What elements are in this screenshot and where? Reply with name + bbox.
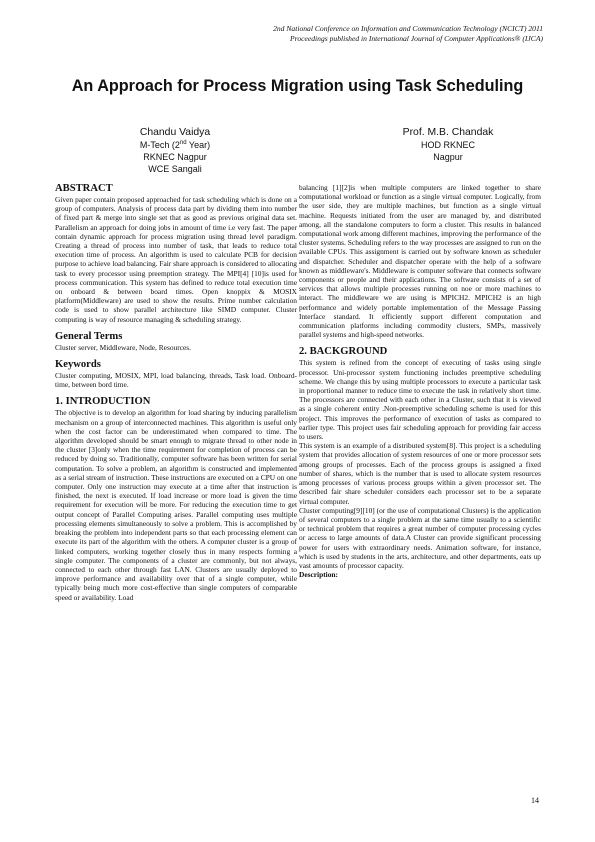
background-paragraph-2: This system is an example of a distributed system[8]. This project is a scheduling system that provides allocation of system resources of one or more processor sets among groups of processes. Each of the process groups is assigned a fixed number of shares, which is the number that is used to allocate system resources among processes of various process groups within a given processor set. The described fair share scheduler considers each processor set to be a separate virtual computer. [299,441,541,506]
running-header-line-2: Proceedings published in International Journal of Computer Applications® (IJCA) [290,34,543,43]
right-column [299,183,541,579]
paper-title: An Approach for Process Migration using Task Scheduling [71,77,524,95]
abstract-heading: ABSTRACT [55,183,113,194]
degree-text: M-Tech (2 [139,140,180,150]
background-paragraph-1: This system is refined from the concept of executing of tasks using single processor. Uni-processor system functioning includes preemptive scheduling scheme. We change this by using multiple processors to execute a particular task in proportional manner to reduce time to execute the task in relatively short time. The processors are connected with each other in a Cluster, such that it is viewed as a single coherent entity .Non-preemptive scheduling scheme is used for this project. This improves the performance of execution of tasks as compared to earlier type. This project uses fair scheduling approach for providing fair access to users. [299,358,541,442]
running-header-line-1: 2nd National Conference on Information and Communication Technology (NCICT) 2011 [273,24,543,33]
author-name: Chandu Vaidya [139,127,211,138]
background-paragraph-3: Cluster computing[9][10] (or the use of computational Clusters) is the application of several computers to a single problem at the same time usually to a scientific or technical problem that requires a great number of computer processing cycles or access to large amounts of data.A Cluster can provide significant processing power for users with extraordinary needs. Animation software, for instance, which is used by students in the arts, architecture, and other departments, eats up vast amounts of processor capacity. [299,505,541,570]
author-affiliation-line-2: Nagpur [433,152,463,162]
background-heading: 2. BACKGROUND [299,346,388,358]
introduction-heading: 1. INTRODUCTION [55,396,151,408]
ordinal-suffix: nd [179,140,187,146]
left-column [55,183,297,602]
introduction-continued-text: balancing [1][2]is when multiple computers are linked together to share computational workload or function as a single virtual computer. Logically, from the user side, they are multiple machines, but function as a single virtual machine. Requests initiated from the user are managed by, and distributed among, all the standalone computers to form a cluster. This results in balanced computational work among different machines, improving the performance of the cluster systems. Scheduling refers to the way processes are assigned to run on the available CPUs. This assignment is carried out by software known as scheduler and dispatcher. Scheduler and dispatcher operate with the help of a software known as middleware's. Middleware is computer software that connects software components or people and their applications. The software consists of a set of services that allows multiple processes running on noe or more machines to interact. The middleware we are using is MPICH2. MPICH2 is an high performance and widely portable implementation of the Message Passing Interface standard. It efficiently support different computation and communication platforms including commodity clusters, SMPs, massively parallel systems and high-speed networks. [299,183,541,340]
author-affiliation-line-3: WCE Sangali [148,164,202,174]
author-block-1 [100,126,250,175]
author-affiliation-line-2: RKNEC Nagpur [143,152,207,162]
description-label: Description: [299,570,338,580]
author-name: Prof. M.B. Chandak [402,127,494,138]
general-terms-heading: General Terms [55,330,123,342]
general-terms-text: Cluster server, Middleware, Node, Resources. [55,342,191,352]
running-header [163,24,543,44]
abstract-text: Given paper contain proposed approached for task scheduling which is done on a group of computers. Analysis of process data part by dividing them into number of fixed part & merge into single set that as good as previous original data set. Parallelism an approach for doing jobs in amount of time i.e very fast. The paper contain dynamic approach for process migration using thread level paradigm. Creating a thread of process into number of task, that leads to reduce total execution time of process. An algorithm is used to calculate PCB for decision purpose to achieve load balancing. Fair share approach is considered to allocating task to every processor using preemption strategy. The MPI[4] [10]is used for process communication. This system has defined to reduce total execution time on onboard & between board times. Open knoppix & MOSIX platform(Middleware) are used to show the results. Prime number calculation code is used to show parallel architecture like SIMD computer. Cluster computing is way of resource managing & scheduling strategy. [55,195,297,324]
year-text: Year) [186,140,211,150]
page-number: 14 [531,796,539,805]
author-affiliation-line-1 [100,139,250,151]
introduction-text: The objective is to develop an algorithm for load sharing by inducing parallelism mechanism on a group of interconnected machines. This algorithm is useful only when the cost factor can be underestimated when compared to time. The algorithm developed should be smart enough to migrate thread to other node in the cluster [3]only when the time requirement for completion of process can be reduced by doing so. Traditionally, computer software has been written for serial computation. To solve a problem, an algorithm is constructed and implemented as a serial stream of instruction. These instructions are executed on a CPU on one computer. Only one instruction may execute at a time after that instruction is finished, the next is executed. If load increase or more load is given the time requirement for execution will be more. For reducing the execution time to get output concept of Parallel Computing arises. Parallel computing uses multiple processing elements simultaneously to solve a problem. This is accomplished by breaking the problem into independent parts so that each processing element can execute its part of the algorithm with the others. A computer cluster is a group of linked computers, working together closely thus in many respects forming a single computer. The components of a cluster are commonly, but not always, connected to each other through fast LAN. Clusters are usually deployed to improve performance and availability over that of a single computer, while typically being much more cost-effective than single computers of comparable speed or availability. Load [55,408,297,602]
keywords-heading: Keywords [55,359,101,371]
keywords-text: Cluster computing, MOSIX, MPI, load balancing, threads, Task load. Onboard-time, between bord time. [55,371,297,390]
author-block-2 [368,126,528,163]
author-affiliation-line-1: HOD RKNEC [420,140,475,150]
